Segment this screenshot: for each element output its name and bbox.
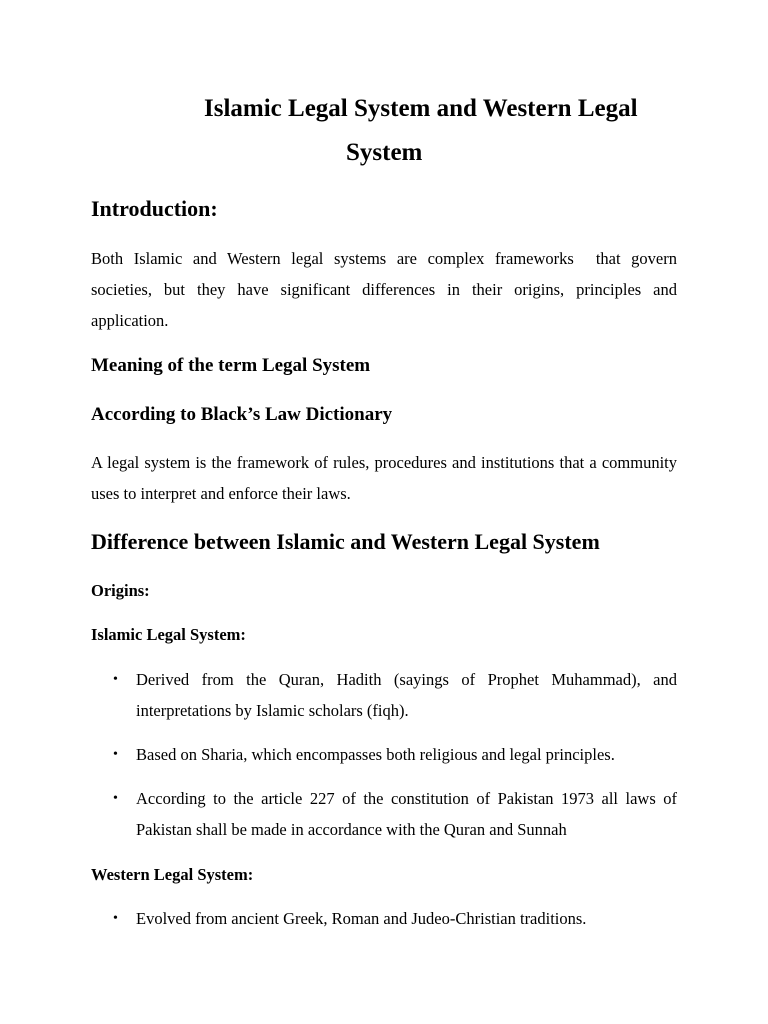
western-legal-system-label: Western Legal System: [91, 865, 254, 884]
bullet-icon: • [113, 911, 118, 926]
blacks-law-heading: According to Black’s Law Dictionary [91, 404, 393, 425]
bullet-icon: • [113, 791, 118, 806]
bullet-icon: • [113, 672, 118, 687]
list-item-text: Based on Sharia, which encompasses both religious and legal principles. [136, 745, 615, 764]
difference-heading: Difference between Islamic and Western Legal System [91, 529, 600, 554]
introduction-text-part-1: Both Islamic and Western legal systems are complex frameworks [91, 249, 574, 268]
islamic-legal-system-label: Islamic Legal System: [91, 625, 246, 644]
meaning-heading: Meaning of the term Legal System [91, 355, 371, 376]
document-title-line-2: System [346, 139, 423, 166]
introduction-heading: Introduction: [91, 196, 218, 221]
origins-label: Origins: [91, 581, 150, 600]
list-item-text: According to the article 227 of the constitution of Pakistan 1973 all laws of Pakistan shall be made in accordance with the Quran and Sunnah [136, 789, 677, 839]
list-item-text: Evolved from ancient Greek, Roman and Judeo-Christian traditions. [136, 909, 587, 928]
introduction-paragraph [91, 243, 677, 336]
document-title-line-1: Islamic Legal System and Western Legal [204, 95, 638, 122]
definition-paragraph: A legal system is the framework of rules, procedures and institutions that a community uses to interpret and enforce their laws. [91, 453, 677, 503]
introduction-text-part-2: that govern societies, but they have significant differences in their origins, principles and application. [91, 249, 677, 330]
bullet-icon: • [113, 747, 118, 762]
list-item-text: Derived from the Quran, Hadith (sayings of Prophet Muhammad), and interpretations by Islamic scholars (fiqh). [136, 670, 677, 720]
